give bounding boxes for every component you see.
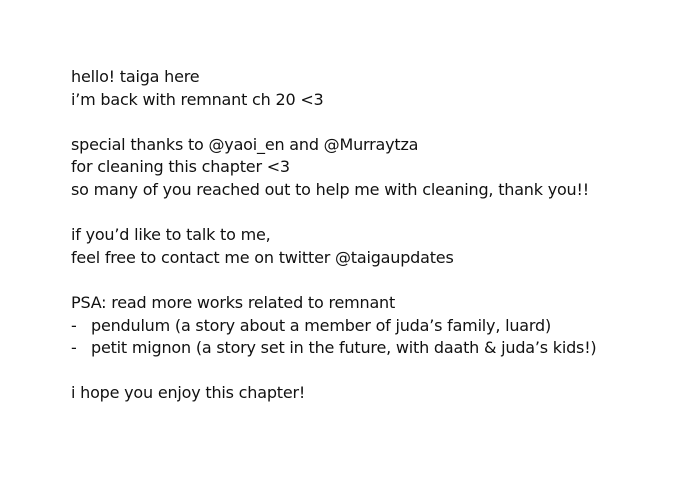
thanks-line-3: so many of you reached out to help me with cleaning, thank you!! xyxy=(71,179,589,199)
psa-item-petit-mignon xyxy=(71,337,681,360)
thanks-line-2: for cleaning this chapter <3 xyxy=(71,157,290,177)
paragraph-gap xyxy=(71,202,681,225)
contact-line-2: feel free to contact me on twitter @taigaupdates xyxy=(71,247,454,267)
paragraph-gap xyxy=(71,360,681,383)
translator-note xyxy=(71,66,681,405)
paragraph-gap xyxy=(71,269,681,292)
psa-item-text: pendulum (a story about a member of juda’s family, luard) xyxy=(91,315,551,335)
thanks-line-1: special thanks to @yaoi_en and @Murraytza xyxy=(71,134,419,154)
bullet-dash: - xyxy=(71,315,77,335)
contact-line-1: if you’d like to talk to me, xyxy=(71,225,271,245)
bullet-dash: - xyxy=(71,338,77,358)
psa-item-pendulum xyxy=(71,315,681,338)
closing-line: i hope you enjoy this chapter! xyxy=(71,383,306,403)
psa-heading: PSA: read more works related to remnant xyxy=(71,292,396,312)
psa-item-text: petit mignon (a story set in the future, with daath & juda’s kids!) xyxy=(91,338,597,358)
greeting-line-2: i’m back with remnant ch 20 <3 xyxy=(71,89,324,109)
greeting-line-1: hello! taiga here xyxy=(71,67,200,86)
paragraph-gap xyxy=(71,111,681,134)
